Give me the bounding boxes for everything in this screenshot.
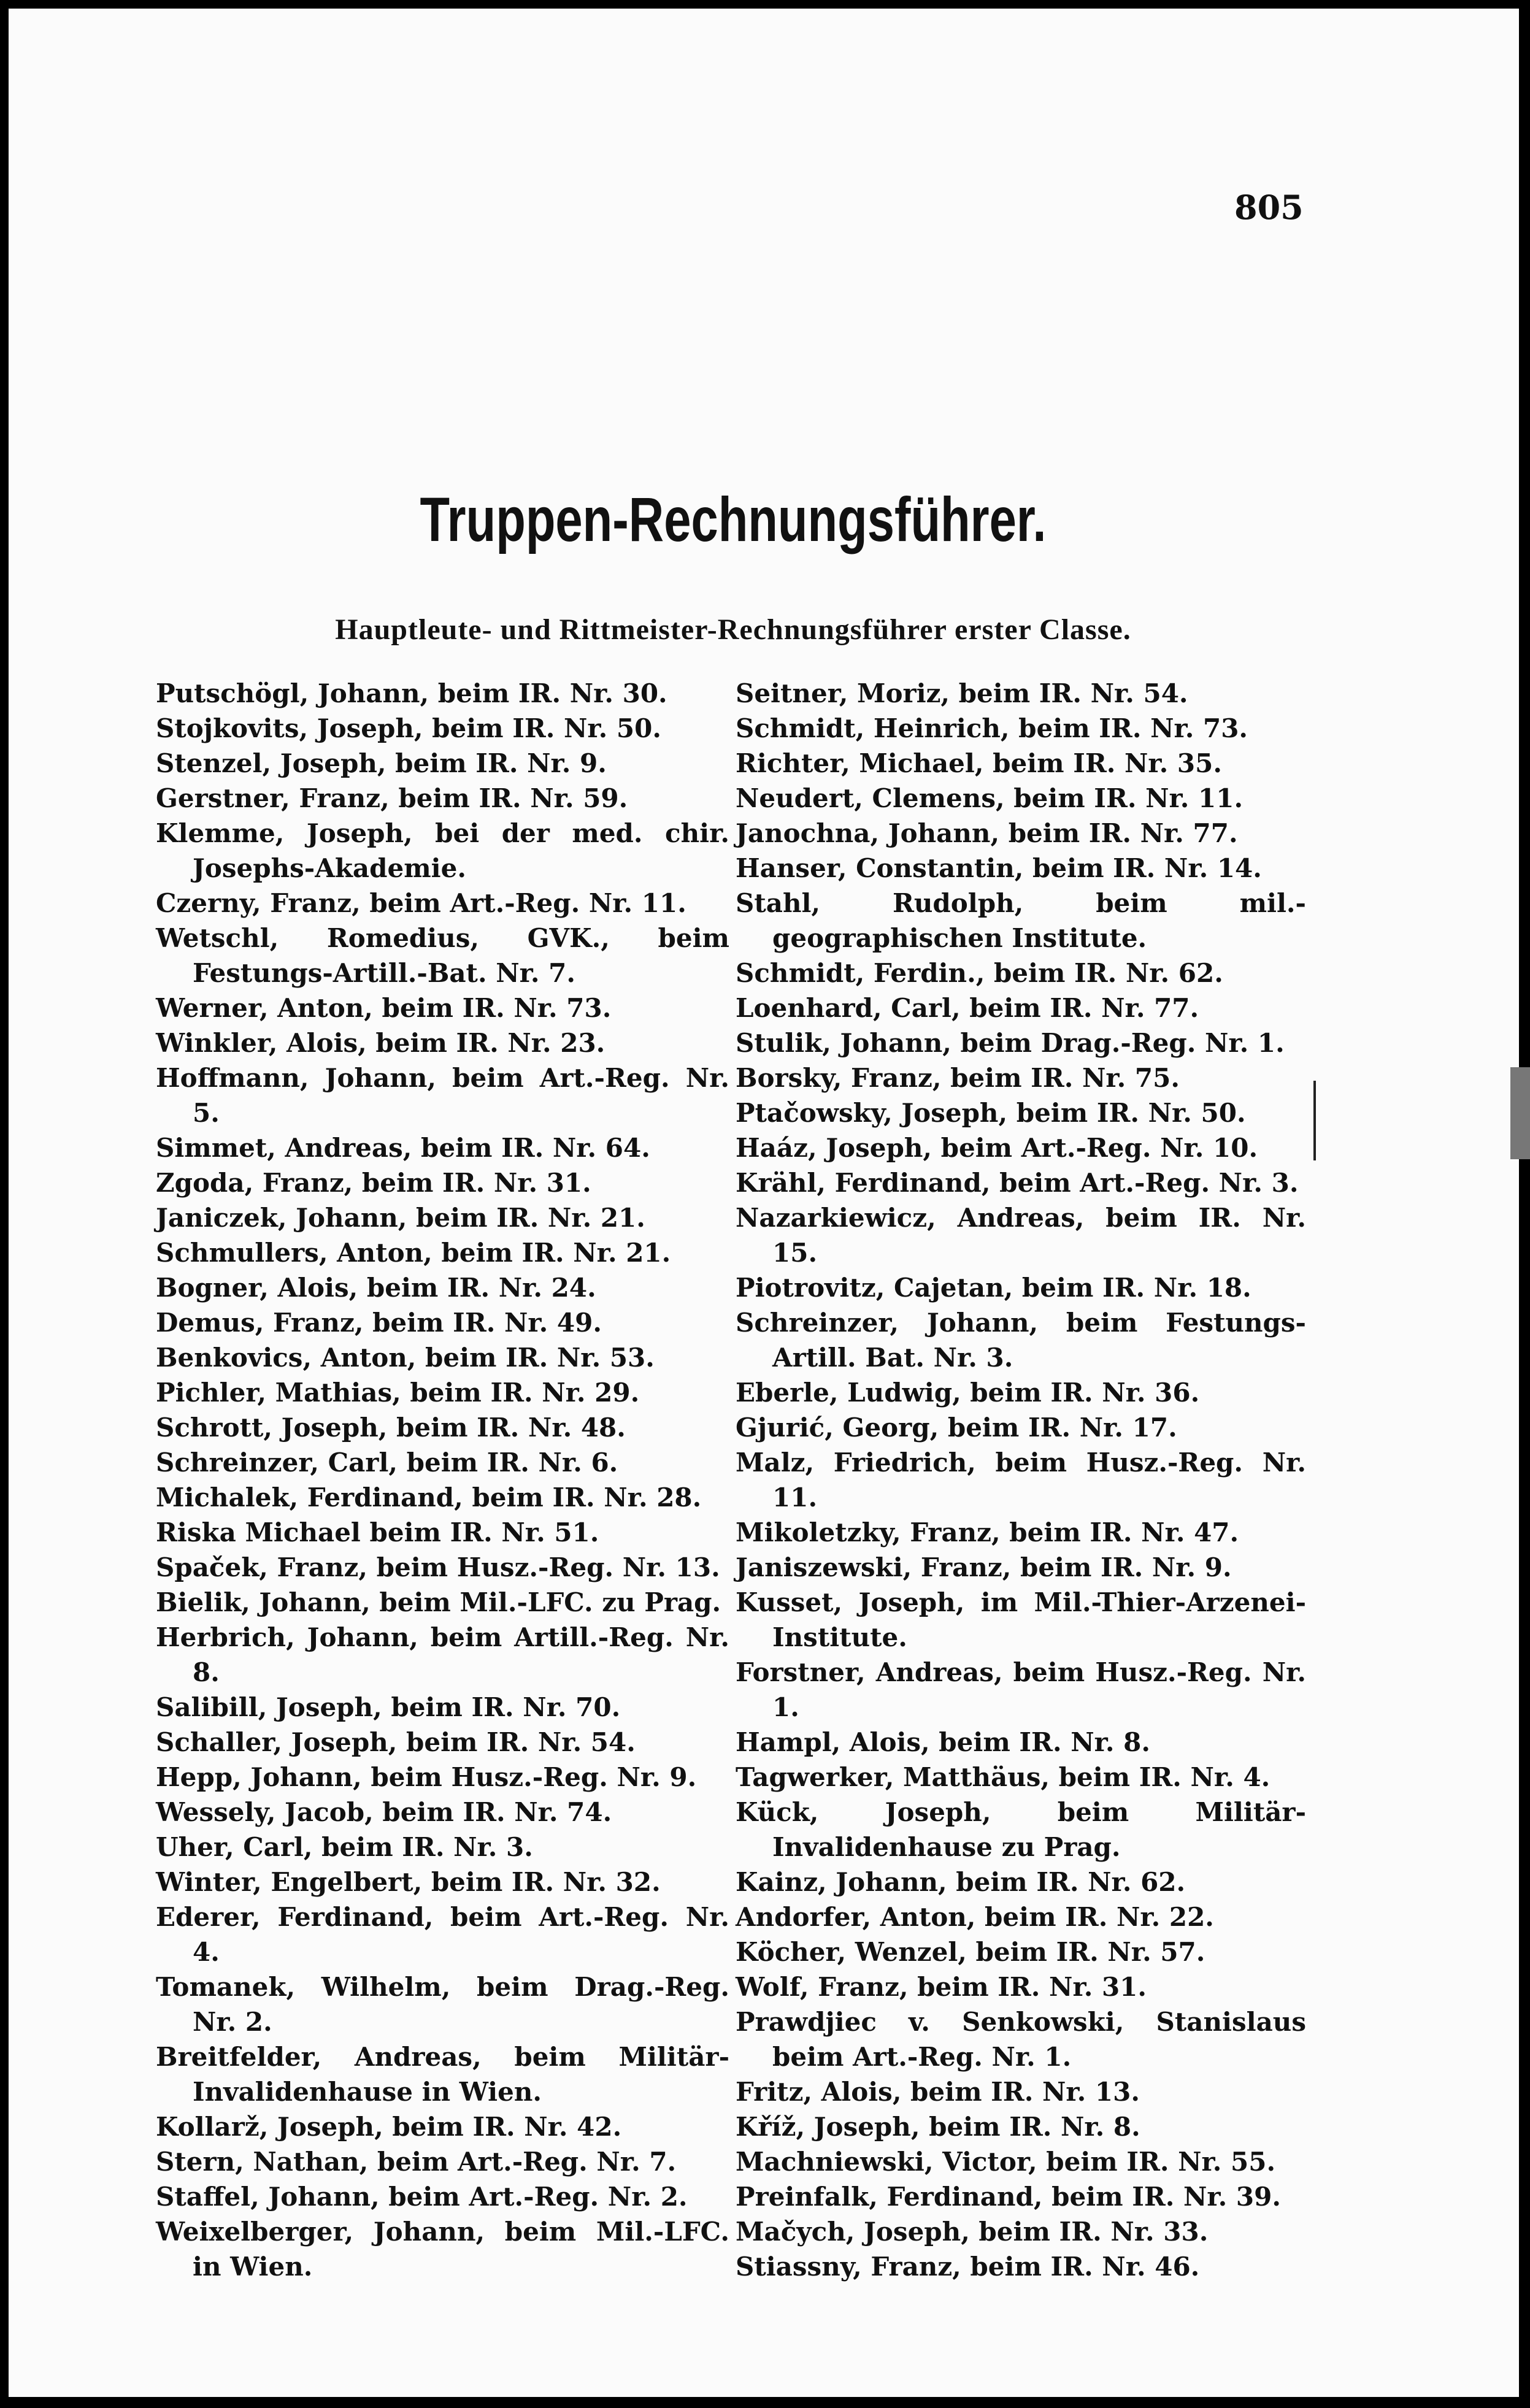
list-entry: Prawdjiec v. Senkowski, Stanislaus beim Art.-Reg. Nr. 1. bbox=[736, 2007, 1306, 2072]
list-entry: Stahl, Rudolph, beim mil.-geographischen Institute. bbox=[736, 888, 1306, 953]
list-entry: Herbrich, Johann, beim Artill.-Reg. Nr. 8. bbox=[156, 1622, 729, 1687]
section-subtitle: Hauptleute- und Rittmeister-Rechnungsführer erster Classe. bbox=[335, 613, 1131, 646]
list-entry: Malz, Friedrich, beim Husz.-Reg. Nr. 11. bbox=[736, 1447, 1306, 1513]
list-entry: Richter, Michael, beim IR. Nr. 35. bbox=[736, 748, 1222, 778]
list-entry: Stojkovits, Joseph, beim IR. Nr. 50. bbox=[156, 713, 661, 743]
list-entry: Breitfelder, Andreas, beim Militär-Invalidenhause in Wien. bbox=[156, 2042, 729, 2107]
list-entry: Stenzel, Joseph, beim IR. Nr. 9. bbox=[156, 748, 607, 778]
list-entry: Köcher, Wenzel, beim IR. Nr. 57. bbox=[736, 1937, 1205, 1967]
list-entry: Spaček, Franz, beim Husz.-Reg. Nr. 13. bbox=[156, 1552, 720, 1582]
list-entry: Czerny, Franz, beim Art.-Reg. Nr. 11. bbox=[156, 888, 686, 918]
list-entry: Eberle, Ludwig, beim IR. Nr. 36. bbox=[736, 1378, 1200, 1408]
list-entry: Bogner, Alois, beim IR. Nr. 24. bbox=[156, 1273, 596, 1303]
list-entry: Putschögl, Johann, beim IR. Nr. 30. bbox=[156, 678, 667, 708]
list-entry: Schmidt, Heinrich, beim IR. Nr. 73. bbox=[736, 713, 1248, 743]
list-entry: Demus, Franz, beim IR. Nr. 49. bbox=[156, 1308, 602, 1338]
list-entry: Staffel, Johann, beim Art.-Reg. Nr. 2. bbox=[156, 2182, 688, 2212]
list-entry: Schreinzer, Carl, beim IR. Nr. 6. bbox=[156, 1447, 618, 1478]
list-entry: Schrott, Joseph, beim IR. Nr. 48. bbox=[156, 1413, 626, 1443]
list-entry: Kollarž, Joseph, beim IR. Nr. 42. bbox=[156, 2112, 622, 2142]
margin-mark bbox=[1313, 1081, 1316, 1160]
list-entry: Winkler, Alois, beim IR. Nr. 23. bbox=[156, 1028, 605, 1058]
list-entry: Krähl, Ferdinand, beim Art.-Reg. Nr. 3. bbox=[736, 1168, 1299, 1198]
list-entry: Schmidt, Ferdin., beim IR. Nr. 62. bbox=[736, 958, 1223, 988]
list-entry: Kainz, Johann, beim IR. Nr. 62. bbox=[736, 1867, 1186, 1897]
list-entry: Tomanek, Wilhelm, beim Drag.-Reg. Nr. 2. bbox=[156, 1972, 729, 2037]
page-edge-tab bbox=[1510, 1067, 1530, 1159]
list-entry: Benkovics, Anton, beim IR. Nr. 53. bbox=[156, 1343, 655, 1373]
list-entry: Loenhard, Carl, beim IR. Nr. 77. bbox=[736, 993, 1199, 1023]
list-entry: Janochna, Johann, beim IR. Nr. 77. bbox=[736, 818, 1238, 848]
list-entry: Nazarkiewicz, Andreas, beim IR. Nr. 15. bbox=[736, 1203, 1306, 1268]
list-entry: Preinfalk, Ferdinand, beim IR. Nr. 39. bbox=[736, 2182, 1281, 2212]
list-entry: Salibill, Joseph, beim IR. Nr. 70. bbox=[156, 1692, 621, 1722]
list-entry: Wessely, Jacob, beim IR. Nr. 74. bbox=[156, 1797, 612, 1827]
list-entry: Pichler, Mathias, beim IR. Nr. 29. bbox=[156, 1378, 640, 1408]
list-entry: Ederer, Ferdinand, beim Art.-Reg. Nr. 4. bbox=[156, 1902, 729, 1967]
list-entry: Weixelberger, Johann, beim Mil.-LFC. in Wien. bbox=[156, 2217, 729, 2282]
list-entry: Hampl, Alois, beim IR. Nr. 8. bbox=[736, 1727, 1150, 1757]
list-entry: Seitner, Moriz, beim IR. Nr. 54. bbox=[736, 678, 1188, 708]
right-column-list bbox=[736, 676, 1306, 2284]
list-entry: Forstner, Andreas, beim Husz.-Reg. Nr. 1. bbox=[736, 1657, 1306, 1722]
list-entry: Michalek, Ferdinand, beim IR. Nr. 28. bbox=[156, 1482, 702, 1513]
list-entry: Hoffmann, Johann, beim Art.-Reg. Nr. 5. bbox=[156, 1063, 729, 1128]
list-entry: Gjurić, Georg, beim IR. Nr. 17. bbox=[736, 1413, 1177, 1443]
list-entry: Neudert, Clemens, beim IR. Nr. 11. bbox=[736, 783, 1244, 813]
list-entry: Janiszewski, Franz, beim IR. Nr. 9. bbox=[736, 1552, 1232, 1582]
list-entry: Zgoda, Franz, beim IR. Nr. 31. bbox=[156, 1168, 591, 1198]
page-title: Truppen-Rechnungsführer. bbox=[420, 485, 1047, 554]
list-entry: Werner, Anton, beim IR. Nr. 73. bbox=[156, 993, 612, 1023]
page-number: 805 bbox=[1234, 188, 1304, 227]
list-entry: Kück, Joseph, beim Militär-Invalidenhause zu Prag. bbox=[736, 1797, 1306, 1862]
list-entry: Schaller, Joseph, beim IR. Nr. 54. bbox=[156, 1727, 636, 1757]
list-entry: Kusset, Joseph, im Mil.-Thier-Arzenei-Institute. bbox=[736, 1587, 1306, 1652]
list-entry: Andorfer, Anton, beim IR. Nr. 22. bbox=[736, 1902, 1214, 1932]
book-page bbox=[9, 9, 1519, 2397]
left-column-list bbox=[156, 676, 729, 2284]
list-entry: Mačych, Joseph, beim IR. Nr. 33. bbox=[736, 2217, 1209, 2247]
list-entry: Ptačowsky, Joseph, beim IR. Nr. 50. bbox=[736, 1098, 1246, 1128]
list-entry: Riska Michael beim IR. Nr. 51. bbox=[156, 1517, 599, 1547]
list-entry: Kříž, Joseph, beim IR. Nr. 8. bbox=[736, 2112, 1140, 2142]
list-entry: Stiassny, Franz, beim IR. Nr. 46. bbox=[736, 2252, 1200, 2282]
list-entry: Uher, Carl, beim IR. Nr. 3. bbox=[156, 1832, 533, 1862]
list-entry: Stern, Nathan, beim Art.-Reg. Nr. 7. bbox=[156, 2147, 677, 2177]
list-entry: Bielik, Johann, beim Mil.-LFC. zu Prag. bbox=[156, 1587, 721, 1617]
list-entry: Hanser, Constantin, beim IR. Nr. 14. bbox=[736, 853, 1262, 883]
list-entry: Simmet, Andreas, beim IR. Nr. 64. bbox=[156, 1133, 650, 1163]
list-entry: Gerstner, Franz, beim IR. Nr. 59. bbox=[156, 783, 628, 813]
list-entry: Klemme, Joseph, bei der med. chir. Josephs-Akademie. bbox=[156, 818, 729, 883]
list-entry: Borsky, Franz, beim IR. Nr. 75. bbox=[736, 1063, 1180, 1093]
list-entry: Winter, Engelbert, beim IR. Nr. 32. bbox=[156, 1867, 661, 1897]
list-entry: Machniewski, Victor, beim IR. Nr. 55. bbox=[736, 2147, 1276, 2177]
list-entry: Mikoletzky, Franz, beim IR. Nr. 47. bbox=[736, 1517, 1239, 1547]
list-entry: Schreinzer, Johann, beim Festungs-Artill. Bat. Nr. 3. bbox=[736, 1308, 1306, 1373]
list-entry: Wolf, Franz, beim IR. Nr. 31. bbox=[736, 1972, 1147, 2002]
list-entry: Stulik, Johann, beim Drag.-Reg. Nr. 1. bbox=[736, 1028, 1285, 1058]
list-entry: Janiczek, Johann, beim IR. Nr. 21. bbox=[156, 1203, 645, 1233]
list-entry: Schmullers, Anton, beim IR. Nr. 21. bbox=[156, 1238, 671, 1268]
list-entry: Haáz, Joseph, beim Art.-Reg. Nr. 10. bbox=[736, 1133, 1258, 1163]
list-entry: Hepp, Johann, beim Husz.-Reg. Nr. 9. bbox=[156, 1762, 697, 1792]
list-entry: Piotrovitz, Cajetan, beim IR. Nr. 18. bbox=[736, 1273, 1251, 1303]
list-entry: Wetschl, Romedius, GVK., beim Festungs-Artill.-Bat. Nr. 7. bbox=[156, 923, 729, 988]
list-entry: Fritz, Alois, beim IR. Nr. 13. bbox=[736, 2077, 1140, 2107]
list-entry: Tagwerker, Matthäus, beim IR. Nr. 4. bbox=[736, 1762, 1271, 1792]
